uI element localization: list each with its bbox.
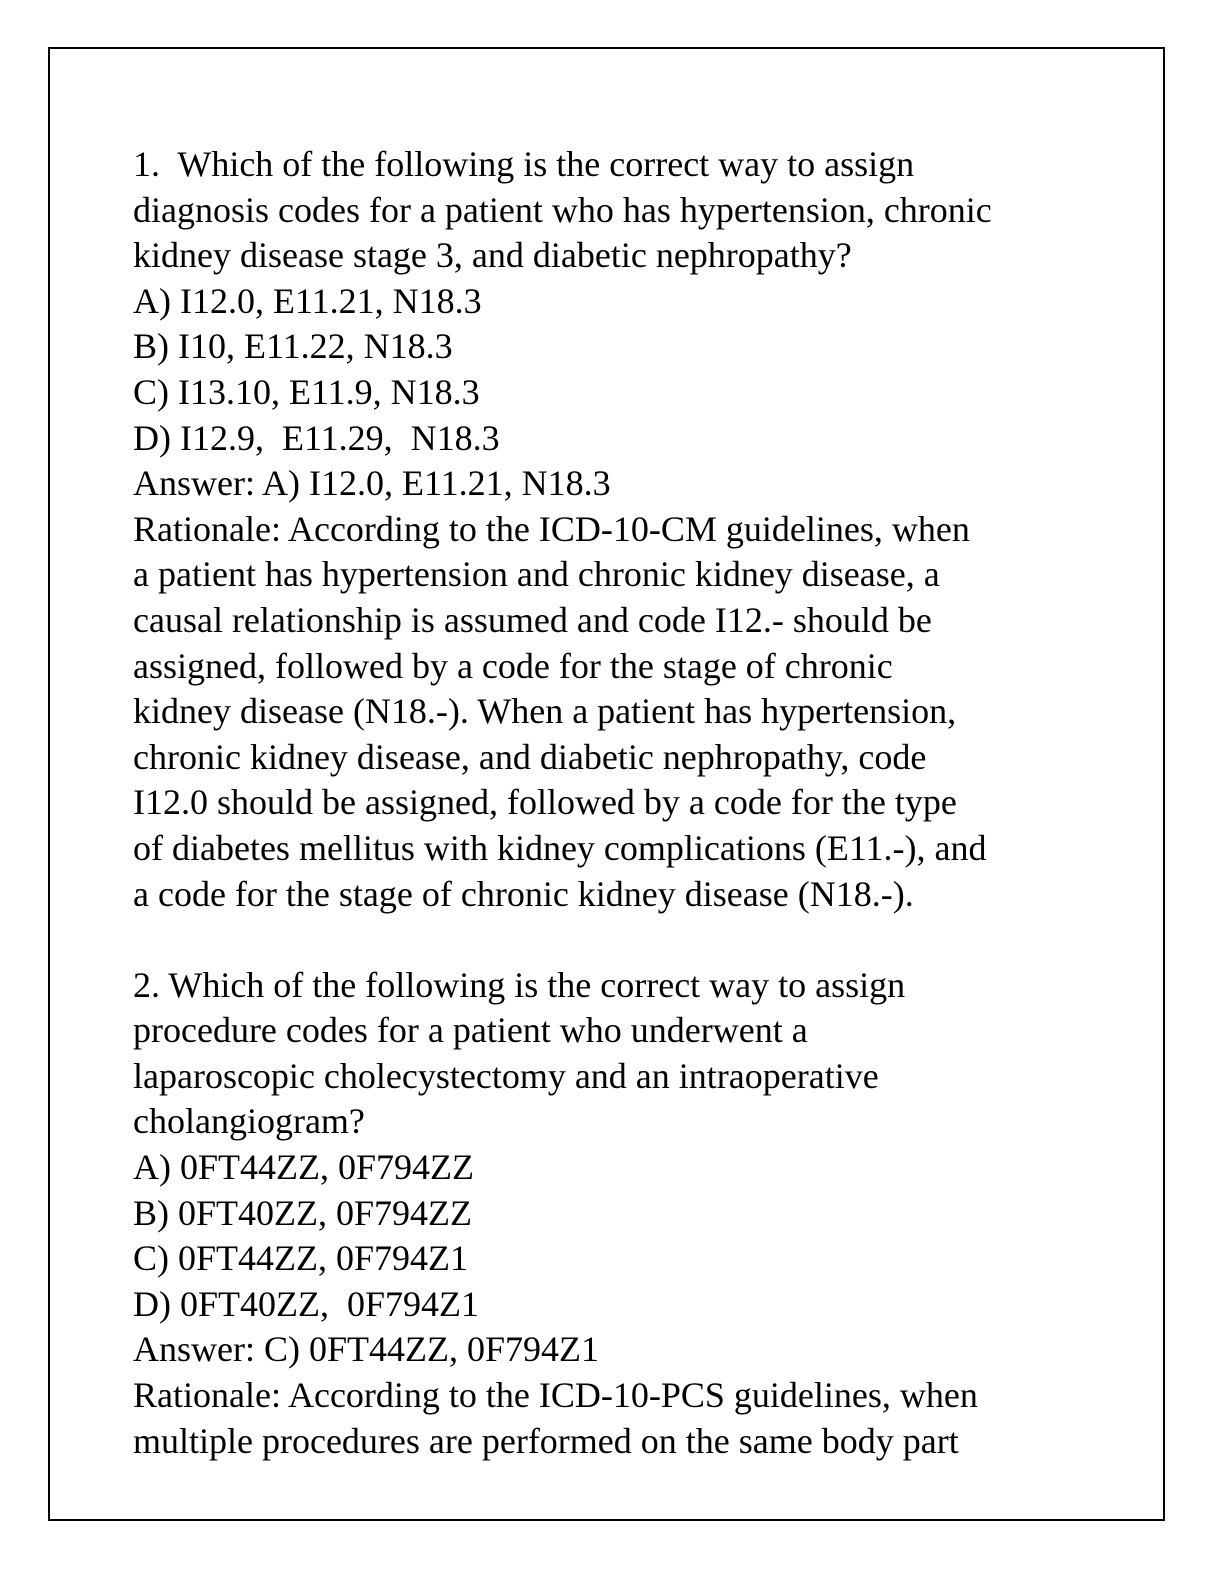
- document-body: [133, 142, 1123, 1464]
- question-2-rationale-line: multiple procedures are performed on the same body part: [133, 1420, 959, 1461]
- question-2-option-c: C) 0FT44ZZ, 0F794Z1: [133, 1238, 469, 1279]
- question-1-stem-line: diagnosis codes for a patient who has hypertension, chronic: [133, 189, 992, 230]
- question-2-rationale-line: Rationale: According to the ICD-10-PCS guidelines, when: [133, 1375, 978, 1416]
- question-1-rationale-line: chronic kidney disease, and diabetic nephropathy, code: [133, 736, 927, 777]
- question-1-rationale-line: a patient has hypertension and chronic kidney disease, a: [133, 554, 940, 595]
- question-1-answer: Answer: A) I12.0, E11.21, N18.3: [133, 463, 611, 504]
- question-2-option-d: D) 0FT40ZZ, 0F794Z1: [133, 1283, 479, 1324]
- question-1-rationale-line: a code for the stage of chronic kidney disease (N18.-).: [133, 873, 914, 914]
- question-1-rationale-line: assigned, followed by a code for the stage of chronic: [133, 645, 893, 686]
- question-1-stem-line: kidney disease stage 3, and diabetic nephropathy?: [133, 235, 852, 276]
- question-1-rationale-line: I12.0 should be assigned, followed by a code for the type: [133, 782, 957, 823]
- question-2-option-a: A) 0FT44ZZ, 0F794ZZ: [133, 1147, 474, 1188]
- question-2-stem-line: cholangiogram?: [133, 1101, 365, 1142]
- question-2-stem-line: 2. Which of the following is the correct way to assign: [133, 964, 906, 1005]
- question-1: [133, 142, 1123, 917]
- question-2-answer: Answer: C) 0FT44ZZ, 0F794Z1: [133, 1329, 599, 1370]
- question-1-rationale-line: of diabetes mellitus with kidney complications (E11.-), and: [133, 827, 987, 868]
- question-2: [133, 963, 1123, 1465]
- question-2-stem-line: procedure codes for a patient who underwent a: [133, 1010, 808, 1051]
- question-1-option-a: A) I12.0, E11.21, N18.3: [133, 280, 482, 321]
- question-1-rationale-line: kidney disease (N18.-). When a patient has hypertension,: [133, 691, 957, 732]
- paragraph-gap: [133, 917, 1123, 963]
- question-2-stem-line: laparoscopic cholecystectomy and an intraoperative: [133, 1055, 879, 1096]
- question-1-stem-line: 1. Which of the following is the correct way to assign: [133, 144, 915, 184]
- question-2-option-b: B) 0FT40ZZ, 0F794ZZ: [133, 1192, 472, 1233]
- question-1-option-c: C) I13.10, E11.9, N18.3: [133, 371, 480, 412]
- question-1-rationale-line: Rationale: According to the ICD-10-CM guidelines, when: [133, 508, 970, 549]
- question-1-option-d: D) I12.9, E11.29, N18.3: [133, 417, 500, 458]
- question-1-option-b: B) I10, E11.22, N18.3: [133, 326, 453, 367]
- question-1-rationale-line: causal relationship is assumed and code I12.- should be: [133, 599, 932, 640]
